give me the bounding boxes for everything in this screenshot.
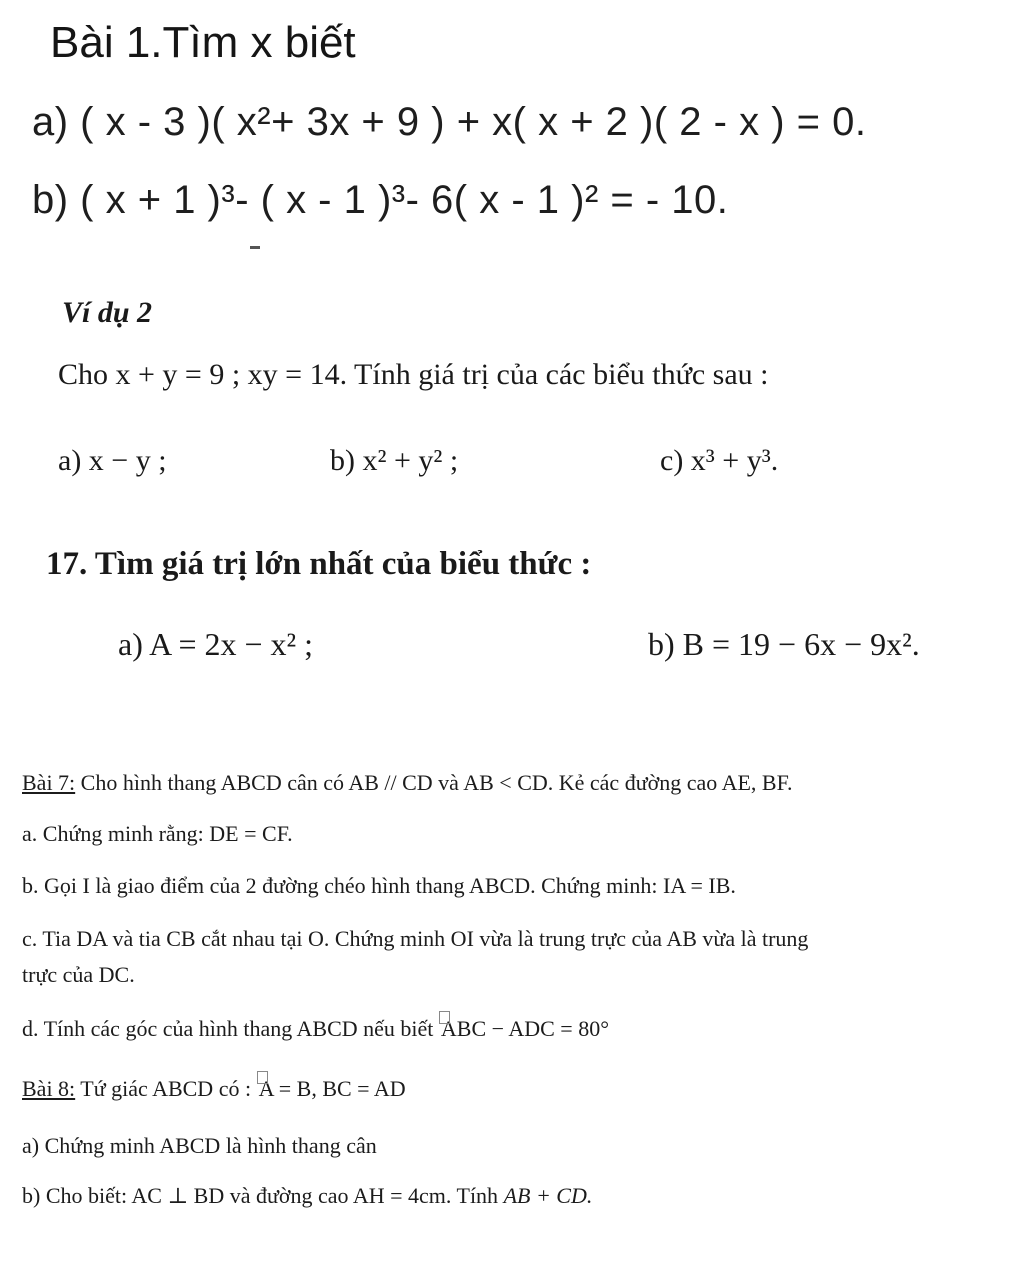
bai7-label: Bài 7: xyxy=(22,770,76,795)
bai7-part-a: a. Chứng minh rằng: DE = CF. xyxy=(22,821,293,846)
vidu2-prompt: Cho x + y = 9 ; xy = 14. Tính giá trị của các biểu thức sau : xyxy=(58,358,769,391)
vidu2-title: Ví dụ 2 xyxy=(62,296,153,329)
bai7-part-c-line2: trực của DC. xyxy=(22,962,135,987)
vidu2-part-b: b) x² + y² ; xyxy=(330,444,459,477)
angle-placeholder-icon xyxy=(257,1071,268,1084)
bai1-title: Bài 1.Tìm x biết xyxy=(50,18,356,67)
bai7-part-b: b. Gọi I là giao điểm của 2 đường chéo hình thang ABCD. Chứng minh: IA = IB. xyxy=(22,873,736,898)
bai8-part-a: a) Chứng minh ABCD là hình thang cân xyxy=(22,1133,377,1158)
bai7-heading xyxy=(22,770,793,796)
bai7-part-d-formula: ABC − ADC = 80° xyxy=(440,1016,609,1041)
bai1-part-b: b) ( x + 1 )³- ( x - 1 )³- 6( x - 1 )² = - 10. xyxy=(32,178,729,222)
stray-mark xyxy=(250,246,260,249)
problem17-title: 17. Tìm giá trị lớn nhất của biểu thức : xyxy=(46,546,592,582)
bai8-heading xyxy=(22,1076,406,1102)
bai1-part-a: a) ( x - 3 )( x²+ 3x + 9 ) + x( x + 2 )( 2 - x ) = 0. xyxy=(32,100,867,144)
bai8-part-b-formula: AB + CD. xyxy=(503,1183,593,1208)
problem17-part-b: b) B = 19 − 6x − 9x². xyxy=(648,626,920,662)
bai8-label: Bài 8: xyxy=(22,1076,76,1101)
vidu2-part-a: a) x − y ; xyxy=(58,444,167,477)
bai8-part-b-text: b) Cho biết: AC ⊥ BD và đường cao AH = 4cm. Tính xyxy=(22,1183,499,1208)
bai8-intro-formula: A = B, BC = AD xyxy=(258,1076,406,1101)
bai7-part-c-line1: c. Tia DA và tia CB cắt nhau tại O. Chứng minh OI vừa là trung trực của AB vừa là trung xyxy=(22,926,809,951)
angle-placeholder-icon xyxy=(439,1011,450,1024)
bai7-intro: Cho hình thang ABCD cân có AB // CD và AB < CD. Kẻ các đường cao AE, BF. xyxy=(80,770,793,795)
vidu2-part-c: c) x³ + y³. xyxy=(660,444,779,477)
problem17-part-a: a) A = 2x − x² ; xyxy=(118,626,314,662)
bai7-part-d-text: d. Tính các góc của hình thang ABCD nếu biết xyxy=(22,1016,434,1041)
bai8-intro-text: Tứ giác ABCD có : xyxy=(80,1076,252,1101)
bai7-part-d xyxy=(22,1016,609,1042)
bai8-part-b xyxy=(22,1183,592,1209)
